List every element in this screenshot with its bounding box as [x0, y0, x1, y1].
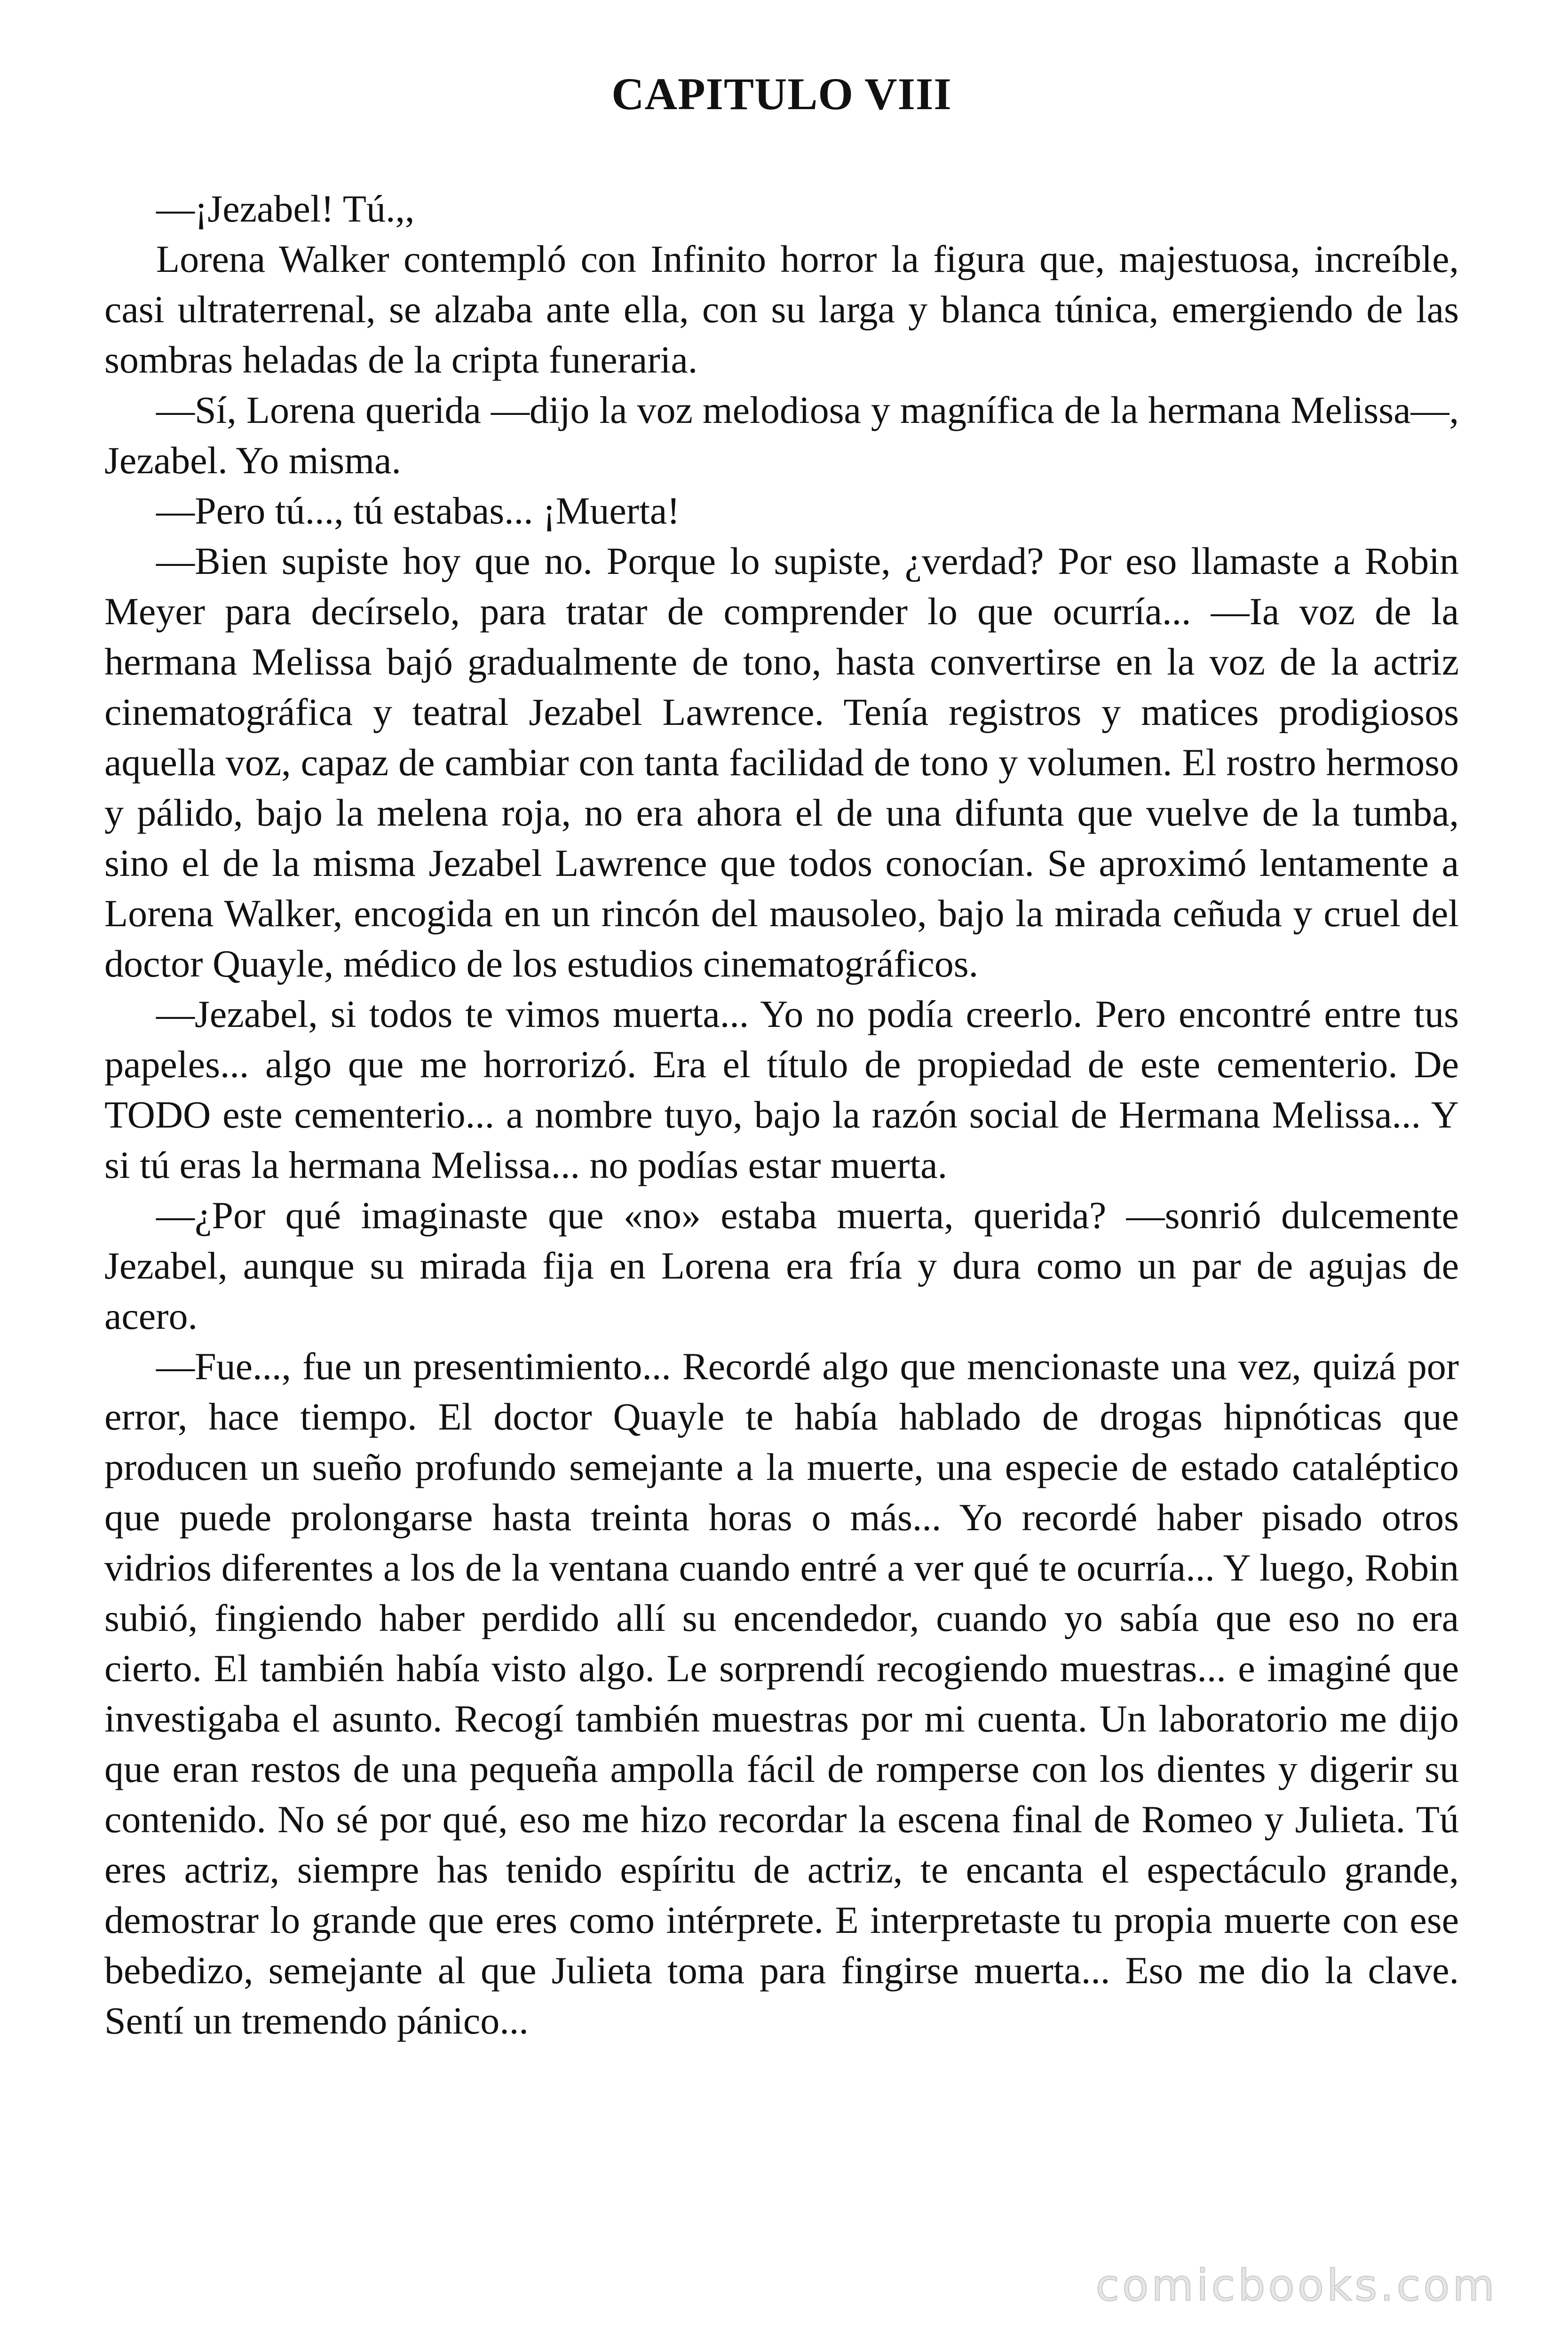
paragraph: —Sí, Lorena querida —dijo la voz melodiosa y magnífica de la hermana Melissa—, Jezabel. Yo misma.	[104, 389, 1459, 482]
watermark: comicbooks.com	[1095, 2260, 1497, 2311]
paragraph: —¡Jezabel! Tú.,,	[156, 187, 415, 230]
paragraph: —¿Por qué imaginaste que «no» estaba muerta, querida? —sonrió dulcemente Jezabel, aunque su mirada fija en Lorena era fría y dura como un par de agujas de acero.	[104, 1194, 1459, 1337]
paragraph: Lorena Walker contempló con Infinito horror la figura que, majestuosa, increíble, casi ultraterrenal, se alzaba ante ella, con su larga y blanca túnica, emergiendo de las sombras heladas de la cripta funeraria.	[104, 238, 1459, 381]
paragraph: —Fue..., fue un presentimiento... Recordé algo que mencionaste una vez, quizá por error, hace tiempo. El doctor Quayle te había hablado de drogas hipnóticas que producen un sueño profundo semejante a la muerte, una especie de estado cataléptico que puede prolongarse hasta treinta horas o más... Yo recordé haber pisado otros vidrios diferentes a los de la ventana cuando entré a ver qué te ocurría... Y luego, Robin subió, fingiendo haber perdido allí su encendedor, cuando yo sabía que eso no era cierto. El también había visto algo. Le sorprendí recogiendo muestras... e imaginé que investigaba el asunto. Recogí también muestras por mi cuenta. Un laboratorio me dijo que eran restos de una pequeña ampolla fácil de romperse con los dientes y digerir su contenido. No sé por qué, eso me hizo recordar la escena final de Romeo y Julieta. Tú eres actriz, siempre has tenido espíritu de actriz, te encanta el espectáculo grande, demostrar lo grande que eres como intérprete. E interpretaste tu propia muerte con ese bebedizo, semejante al que Julieta toma para fingirse muerta... Eso me dio la clave. Sentí un tremendo pánico...	[104, 1345, 1459, 2042]
page-body	[104, 61, 1459, 2046]
paragraph: —Bien supiste hoy que no. Porque lo supiste, ¿verdad? Por eso llamaste a Robin Meyer para decírselo, para tratar de comprender lo que ocurría... —Ia voz de la hermana Melissa bajó gradualmente de tono, hasta convertirse en la voz de la actriz cinematográfica y teatral Jezabel Lawrence. Tenía registros y matices prodigiosos aquella voz, capaz de cambiar con tanta facilidad de tono y volumen. El rostro hermoso y pálido, bajo la melena roja, no era ahora el de una difunta que vuelve de la tumba, sino el de la misma Jezabel Lawrence que todos conocían. Se aproximó lentamente a Lorena Walker, encogida en un rincón del mausoleo, bajo la mirada ceñuda y cruel del doctor Quayle, médico de los estudios cinematográficos.	[104, 540, 1459, 985]
paragraph: —Pero tú..., tú estabas... ¡Muerta!	[156, 489, 680, 532]
paragraph: —Jezabel, si todos te vimos muerta... Yo no podía creerlo. Pero encontré entre tus papeles... algo que me horrorizó. Era el título de propiedad de este cementerio. De TODO este cementerio... a nombre tuyo, bajo la razón social de Hermana Melissa... Y si tú eras la hermana Melissa... no podías estar muerta.	[104, 993, 1459, 1186]
chapter-title: CAPITULO VIII	[611, 69, 952, 119]
